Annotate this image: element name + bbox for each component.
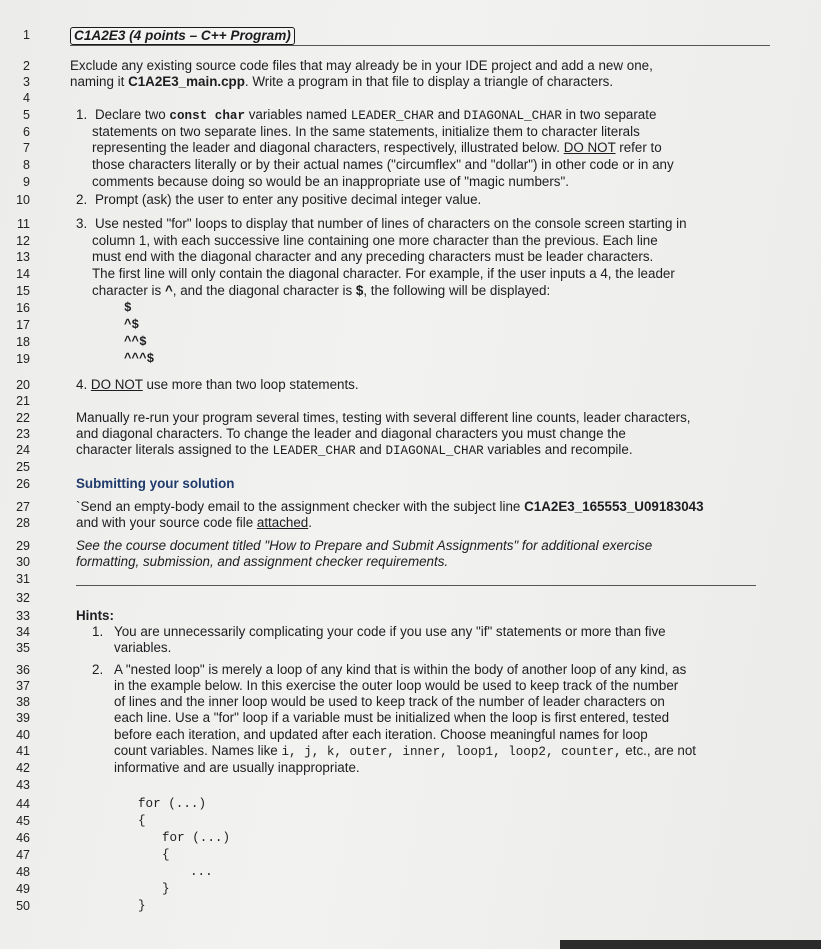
item-3-line-3: must end with the diagonal character and any preceding characters must be leader characters. [92, 249, 654, 264]
line-number: 4 [23, 91, 30, 105]
item-2-text: Prompt (ask) the user to enter any positive decimal integer value. [95, 192, 482, 207]
line-number: 36 [16, 663, 30, 677]
line-number: 35 [16, 641, 30, 655]
line-number: 32 [16, 591, 30, 605]
line-number: 2 [23, 59, 30, 73]
item-1-line-1: Declare two const char variables named LEADER_CHAR and DIAGONAL_CHAR in two separate [95, 107, 657, 123]
code-outer-open-brace: { [138, 814, 146, 828]
item-3-line-4: The first line will only contain the diagonal character. For example, if the user inputs a 4, the leader [92, 266, 675, 281]
item-1-line-5: comments because doing so would be an inappropriate use of "magic numbers". [92, 174, 569, 189]
code-outer-close-brace: } [138, 899, 146, 913]
code-inner-open-brace: { [162, 848, 170, 862]
line-number: 48 [16, 865, 30, 879]
submit-line-3: See the course document titled "How to Prepare and Submit Assignments" for additional exercise [76, 538, 653, 553]
line-number: 17 [16, 318, 30, 332]
line-number: 16 [16, 301, 30, 315]
item-4: 4. DO NOT use more than two loop statements. [76, 377, 359, 392]
hint-1-number: 1. [92, 624, 104, 639]
title-rule [70, 45, 770, 46]
line-number: 1 [23, 28, 30, 42]
hint-2-line-4: each line. Use a "for" loop if a variable must be initialized when the loop is first entered, tested [114, 710, 670, 725]
item-3-number: 3. [76, 216, 88, 231]
code-ellipsis: ... [190, 865, 213, 879]
line-number: 21 [16, 394, 30, 408]
line-number: 45 [16, 814, 30, 828]
line-number: 38 [16, 695, 30, 709]
line-number: 31 [16, 572, 30, 586]
line-number: 49 [16, 882, 30, 896]
hint-2-line-6: count variables. Names like i, j, k, outer, inner, loop1, loop2, counter, etc., are not [114, 743, 696, 759]
hint-2-line-5: before each iteration, and updated after each iteration. Choose meaningful names for loop [114, 727, 648, 742]
rerun-line-1: Manually re-run your program several times, testing with several different line counts, leader characters, [76, 410, 691, 425]
line-number: 12 [16, 234, 30, 248]
item-3-line-5: character is ^, and the diagonal character is $, the following will be displayed: [92, 283, 551, 298]
line-number: 3 [23, 75, 30, 89]
line-number: 33 [16, 609, 30, 623]
line-number: 39 [16, 711, 30, 725]
line-number: 40 [16, 728, 30, 742]
line-number: 50 [16, 899, 30, 913]
intro-line-2: naming it C1A2E3_main.cpp. Write a program in that file to display a triangle of characters. [70, 74, 614, 89]
line-number: 24 [16, 443, 30, 457]
line-number: 10 [16, 193, 30, 207]
submit-line-4: formatting, submission, and assignment checker requirements. [76, 554, 449, 569]
submit-line-2: and with your source code file attached. [76, 515, 312, 530]
hint-2-line-7: informative and are usually inappropriate. [114, 760, 360, 775]
submit-heading: Submitting your solution [76, 476, 235, 491]
line-number: 47 [16, 848, 30, 862]
item-1-number: 1. [76, 107, 88, 122]
line-number: 29 [16, 539, 30, 553]
item-3-line-2: column 1, with each successive line containing one more character than the previous. Each line [92, 233, 658, 248]
line-number: 23 [16, 427, 30, 441]
rerun-line-2: and diagonal characters. To change the leader and diagonal characters you must change the [76, 426, 626, 441]
hint-1-line-1: You are unnecessarily complicating your code if you use any "if" statements or more than five [114, 624, 666, 639]
line-number: 28 [16, 516, 30, 530]
line-number: 22 [16, 411, 30, 425]
line-number: 41 [16, 744, 30, 758]
line-number: 26 [16, 477, 30, 491]
line-number: 7 [23, 141, 30, 155]
hints-heading: Hints: [76, 608, 114, 623]
line-number: 8 [23, 158, 30, 172]
line-number: 34 [16, 625, 30, 639]
line-number: 18 [16, 335, 30, 349]
example-output-line-4: ^^^$ [124, 352, 155, 366]
item-3-line-1: Use nested "for" loops to display that number of lines of characters on the console screen starting in [95, 216, 687, 231]
line-number: 13 [16, 250, 30, 264]
line-number: 9 [23, 175, 30, 189]
line-number: 42 [16, 761, 30, 775]
code-inner-for: for (...) [162, 831, 231, 845]
line-number: 46 [16, 831, 30, 845]
line-number: 15 [16, 284, 30, 298]
example-output-line-1: $ [124, 301, 132, 315]
line-number: 37 [16, 679, 30, 693]
hint-2-number: 2. [92, 662, 104, 677]
hint-2-line-2: in the example below. In this exercise the outer loop would be used to keep track of the number [114, 678, 679, 693]
submit-line-1: `Send an empty-body email to the assignment checker with the subject line C1A2E3_165553_U09183043 [76, 499, 704, 514]
item-1-line-3: representing the leader and diagonal characters, respectively, illustrated below. DO NOT refer to [92, 140, 662, 155]
rerun-line-3: character literals assigned to the LEADER_CHAR and DIAGONAL_CHAR variables and recompile. [76, 442, 633, 458]
line-number: 30 [16, 555, 30, 569]
code-inner-close-brace: } [162, 882, 170, 896]
item-1-line-4: those characters literally or by their actual names ("circumflex" and "dollar") in other code or in any [92, 157, 674, 172]
bottom-edge-shadow [560, 940, 821, 949]
item-2-number: 2. [76, 192, 88, 207]
line-number: 43 [16, 778, 30, 792]
intro-line-1: Exclude any existing source code files that may already be in your IDE project and add a new one, [70, 58, 653, 73]
hint-1-line-2: variables. [114, 640, 172, 655]
line-number: 19 [16, 352, 30, 366]
item-1-line-2: statements on two separate lines. In the same statements, initialize them to character literals [92, 124, 640, 139]
line-number: 27 [16, 500, 30, 514]
line-number: 14 [16, 267, 30, 281]
line-number: 44 [16, 797, 30, 811]
section-rule [76, 585, 756, 586]
example-output-line-2: ^$ [124, 318, 140, 332]
line-number: 6 [23, 125, 30, 139]
line-number: 5 [23, 108, 30, 122]
code-outer-for: for (...) [138, 797, 207, 811]
hint-2-line-1: A "nested loop" is merely a loop of any kind that is within the body of another loop of any kind, as [114, 662, 687, 677]
line-number: 20 [16, 378, 30, 392]
line-number: 11 [17, 217, 30, 231]
line-number: 25 [16, 460, 30, 474]
hint-2-line-3: of lines and the inner loop would be used to keep track of the number of leader characters on [114, 694, 665, 709]
exercise-title: C1A2E3 (4 points – C++ Program) [70, 27, 295, 45]
example-output-line-3: ^^$ [124, 335, 147, 349]
